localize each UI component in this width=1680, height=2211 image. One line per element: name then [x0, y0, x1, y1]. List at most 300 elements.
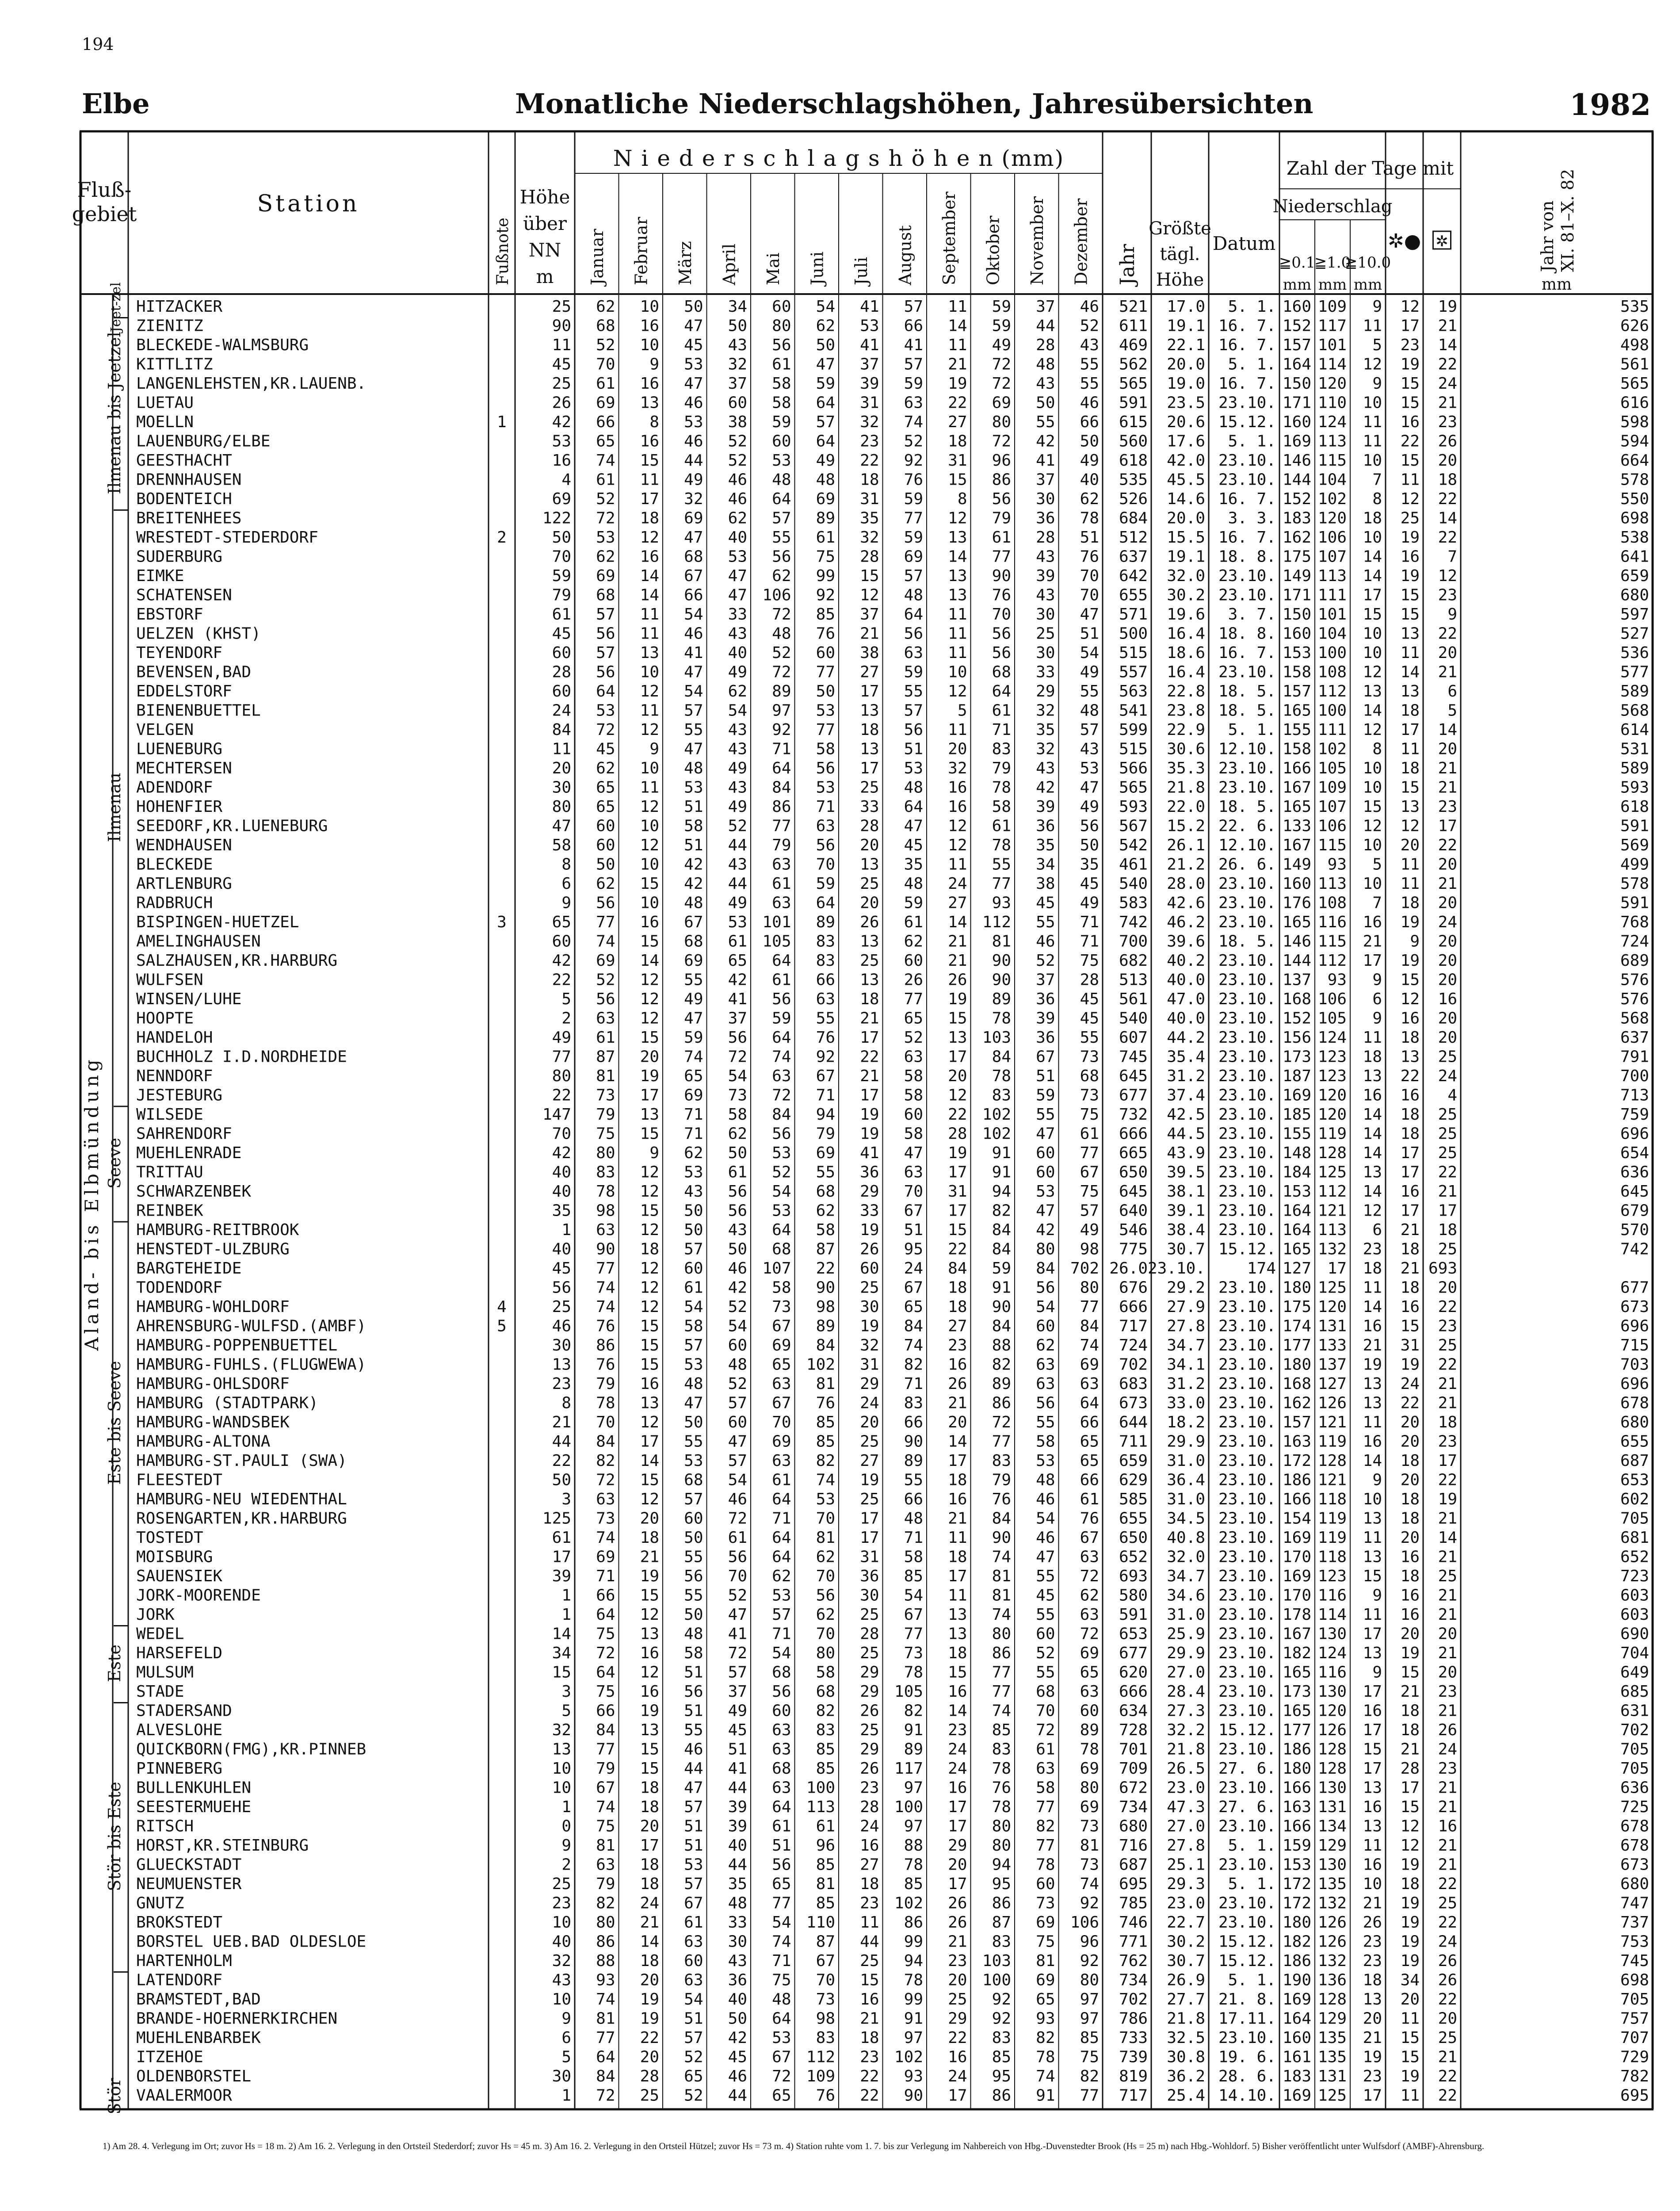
cell-value: 742	[1620, 1240, 1649, 1259]
cell-value: 126	[1317, 1721, 1347, 1739]
station-name: ITZEHOE	[136, 2048, 203, 2066]
cell-value: 20	[948, 1067, 967, 1085]
cell-value: 59	[684, 1029, 703, 1047]
cell-value: 679	[1620, 1201, 1649, 1220]
cell-value: 84	[552, 721, 571, 739]
cell-value: 74	[596, 451, 615, 470]
cell-value: 56	[772, 547, 791, 566]
cell-value: 57	[816, 413, 835, 431]
table-row	[136, 548, 1649, 566]
cell-value: 14	[1363, 1106, 1382, 1124]
cell-value: 76	[596, 1317, 615, 1335]
cell-value: 80	[552, 798, 571, 816]
cell-value: 37	[728, 1683, 747, 1701]
cell-value: 75	[596, 1817, 615, 1836]
table-row	[136, 702, 1649, 720]
cell-value: 21	[1438, 1375, 1457, 1393]
cell-value: 47	[728, 586, 747, 604]
cell-value: 19	[860, 1106, 879, 1124]
cell-value: 684	[1119, 509, 1148, 528]
cell-value: 67	[1036, 1048, 1055, 1066]
cell-value: 112	[982, 913, 1011, 931]
header-label: XI. 81–X. 82	[1558, 168, 1577, 272]
cell-value: 46	[684, 432, 703, 451]
cell-value: 54	[1080, 644, 1099, 662]
cell-value: 18	[860, 721, 879, 739]
cell-value: 23.10.	[1218, 471, 1276, 489]
cell-value: 652	[1620, 1548, 1649, 1566]
cell-value: 109	[1317, 298, 1347, 316]
cell-value: 21.8	[1167, 1740, 1205, 1759]
cell-value: 86	[992, 2086, 1011, 2105]
cell-value: 63	[1080, 1683, 1099, 1701]
table-row	[136, 894, 1649, 912]
cell-value: 27. 6.	[1218, 1798, 1276, 1816]
cell-value: 709	[1119, 1760, 1148, 1778]
cell-value: 515	[1119, 644, 1148, 662]
cell-value: 15	[1400, 1798, 1420, 1816]
cell-value: 23.10.	[1218, 1125, 1276, 1143]
table-row	[136, 1856, 1649, 1874]
cell-value: 59	[904, 663, 923, 681]
cell-value: 18. 8.	[1218, 547, 1276, 566]
cell-value: 16	[1400, 1548, 1420, 1566]
cell-value: 168	[1282, 1375, 1311, 1393]
cell-value: 18	[1400, 1490, 1420, 1508]
cell-value: 23.10.	[1147, 1259, 1205, 1278]
cell-value: 29	[948, 1836, 967, 1855]
cell-value: 15	[948, 1221, 967, 1239]
cell-value: 14	[1438, 509, 1457, 528]
cell-value: 723	[1620, 1567, 1649, 1585]
cell-value: 10	[1363, 1490, 1382, 1508]
cell-value: 22	[1438, 1355, 1457, 1374]
cell-value: 768	[1620, 913, 1649, 931]
cell-value: 636	[1620, 1779, 1649, 1797]
table-row	[136, 1664, 1649, 1682]
cell-value: 61	[728, 1529, 747, 1547]
cell-value: 68	[816, 1182, 835, 1201]
cell-value: 50	[816, 682, 835, 700]
cell-value: 68	[1036, 1683, 1055, 1701]
cell-value: 63	[1080, 1375, 1099, 1393]
cell-value: 30	[860, 1298, 879, 1316]
station-name: HOOPTE	[136, 1009, 194, 1028]
cell-value: 20	[1438, 1625, 1457, 1643]
cell-value: 47	[728, 1606, 747, 1624]
table-row	[136, 2010, 1649, 2028]
cell-value: 23.10.	[1218, 1298, 1276, 1316]
cell-value: 19	[640, 1067, 659, 1085]
cell-value: 23	[1438, 1432, 1457, 1451]
cell-value: 15	[860, 567, 879, 585]
cell-value: 53	[1036, 1452, 1055, 1470]
cell-value: 55	[904, 682, 923, 700]
cell-value: 18	[640, 1798, 659, 1816]
cell-value: 10	[552, 1760, 571, 1778]
header-label: über	[523, 213, 567, 234]
cell-value: 79	[772, 836, 791, 854]
cell-value: 21	[948, 1509, 967, 1528]
cell-value: 91	[904, 2009, 923, 2028]
cell-value: 11	[1400, 740, 1420, 758]
group-label: Stör bis Este	[105, 1782, 124, 1891]
cell-value: 60	[904, 1106, 923, 1124]
cell-value: 49	[728, 663, 747, 681]
cell-value: 10	[1363, 759, 1382, 777]
cell-value: 71	[684, 1106, 703, 1124]
cell-value: 16.4	[1167, 663, 1205, 681]
cell-value: 21	[1438, 1509, 1457, 1528]
cell-value: 37	[860, 605, 879, 624]
cell-value: 12	[640, 1163, 659, 1182]
cell-value: 705	[1620, 1509, 1649, 1528]
table-row	[136, 836, 1649, 854]
cell-value: 173	[1282, 1683, 1311, 1701]
cell-value: 77	[1080, 2086, 1099, 2105]
cell-value: 23.10.	[1218, 778, 1276, 797]
cell-value: 11	[1400, 2086, 1420, 2105]
station-name: WULFSEN	[136, 971, 203, 989]
cell-value: 64	[772, 759, 791, 777]
cell-value: 22	[948, 1106, 967, 1124]
cell-value: 117	[894, 1760, 923, 1778]
cell-value: 25	[1438, 1240, 1457, 1259]
cell-value: 83	[816, 952, 835, 970]
station-name: KITTLITZ	[136, 355, 213, 374]
station-name: QUICKBORN(FMG),KR.PINNEB	[136, 1740, 367, 1759]
cell-value: 14	[1363, 1182, 1382, 1201]
cell-value: 22.9	[1167, 721, 1205, 739]
cell-value: 64	[596, 2048, 615, 2066]
cell-value: 13	[640, 1394, 659, 1412]
cell-value: 61	[684, 1913, 703, 1932]
cell-value: 49	[552, 1029, 571, 1047]
cell-value: 58	[992, 798, 1011, 816]
cell-value: 599	[1119, 721, 1148, 739]
cell-value: 96	[992, 451, 1011, 470]
cell-value: 72	[992, 1413, 1011, 1431]
cell-value: 22	[1438, 1298, 1457, 1316]
cell-value: 32	[1036, 740, 1055, 758]
cell-value: 39	[1036, 567, 1055, 585]
cell-value: 13	[552, 1355, 571, 1374]
cell-value: 72	[596, 721, 615, 739]
cell-value: 12.10.	[1218, 836, 1276, 854]
cell-value: 90	[992, 971, 1011, 989]
cell-value: 61	[992, 701, 1011, 720]
cell-value: 83	[992, 1086, 1011, 1105]
cell-value: 42	[1036, 1221, 1055, 1239]
cell-value: 95	[992, 1875, 1011, 1893]
cell-value: 9	[1372, 1471, 1382, 1489]
cell-value: 580	[1119, 1586, 1148, 1605]
cell-value: 636	[1620, 1163, 1649, 1182]
cell-value: 45	[1080, 990, 1099, 1008]
cell-value: 92	[1080, 1894, 1099, 1913]
cell-value: 36.2	[1167, 2067, 1205, 2085]
cell-value: 78	[992, 778, 1011, 797]
cell-value: 180	[1282, 1355, 1311, 1374]
cell-value: 37	[1036, 971, 1055, 989]
cell-value: 11	[948, 1586, 967, 1605]
cell-value: 10	[640, 759, 659, 777]
cell-value: 12	[1400, 298, 1420, 316]
cell-value: 49	[728, 894, 747, 912]
cell-value: 602	[1620, 1490, 1649, 1508]
cell-value: 121	[1317, 1471, 1347, 1489]
cell-value: 19.0	[1167, 375, 1205, 393]
cell-value: 20.0	[1167, 355, 1205, 374]
cell-value: 69	[772, 1336, 791, 1354]
cell-value: 15.12.	[1218, 1952, 1276, 1970]
cell-value: 113	[1317, 1221, 1347, 1239]
cell-value: 65	[772, 1355, 791, 1374]
cell-value: 19	[1400, 1855, 1420, 1874]
cell-value: 571	[1119, 605, 1148, 624]
cell-value: 15	[948, 1009, 967, 1028]
cell-value: 53	[728, 547, 747, 566]
cell-value: 153	[1282, 644, 1311, 662]
cell-value: 42	[728, 2029, 747, 2047]
cell-value: 23.10.	[1218, 971, 1276, 989]
cell-value: 64	[992, 682, 1011, 700]
cell-value: 51	[1080, 624, 1099, 643]
cell-value: 56	[772, 990, 791, 1008]
cell-value: 16	[1400, 1606, 1420, 1624]
table-row	[136, 1836, 1649, 1855]
cell-value: 13	[948, 567, 967, 585]
cell-value: 16. 7.	[1218, 317, 1276, 335]
cell-value: 77	[596, 2029, 615, 2047]
cell-value: 34	[1036, 855, 1055, 874]
cell-value: 1	[561, 2086, 571, 2105]
cell-value: 69	[1080, 1760, 1099, 1778]
cell-value: 128	[1317, 1990, 1347, 2008]
cell-value: 60	[728, 1336, 747, 1354]
cell-value: 73	[596, 1509, 615, 1528]
cell-value: 165	[1282, 1240, 1311, 1259]
cell-value: 72	[1080, 1625, 1099, 1643]
header-label: Höhe	[1156, 270, 1204, 290]
cell-value: 50	[728, 317, 747, 335]
cell-value: 7	[1372, 471, 1382, 489]
cell-value: 83	[992, 1452, 1011, 1470]
cell-value: 51	[684, 1702, 703, 1720]
header-label: Dezember	[1071, 198, 1091, 285]
cell-value: 131	[1317, 1317, 1347, 1335]
cell-value: 50	[552, 528, 571, 547]
cell-value: 717	[1119, 1317, 1148, 1335]
cell-value: 61	[1036, 1740, 1055, 1759]
cell-value: 23.10.	[1218, 1413, 1276, 1431]
cell-value: 59	[772, 413, 791, 431]
cell-value: 747	[1620, 1894, 1649, 1913]
cell-value: 172	[1282, 1875, 1311, 1893]
cell-value: 13	[948, 1606, 967, 1624]
cell-value: 64	[772, 952, 791, 970]
cell-value: 110	[806, 1913, 835, 1932]
cell-value: 69	[1080, 1798, 1099, 1816]
cell-value: 62	[1036, 1336, 1055, 1354]
header-label: Zahl der Tage mit	[1286, 157, 1454, 179]
table-row	[136, 682, 1649, 700]
station-name: FLEESTEDT	[136, 1471, 223, 1489]
cell-value: 71	[772, 740, 791, 758]
cell-value: 47	[1080, 778, 1099, 797]
cell-value: 94	[904, 1952, 923, 1970]
cell-value: 14	[1363, 1452, 1382, 1470]
cell-value: 106	[1317, 990, 1347, 1008]
cell-value: 713	[1620, 1086, 1649, 1105]
cell-value: 144	[1282, 471, 1311, 489]
cell-value: 61	[772, 971, 791, 989]
cell-value: 63	[1080, 1548, 1099, 1566]
cell-value: 45	[552, 1259, 571, 1278]
cell-value: 8	[561, 855, 571, 874]
cell-value: 562	[1119, 355, 1148, 374]
cell-value: 53	[552, 432, 571, 451]
cell-value: 45	[552, 355, 571, 374]
cell-value: 53	[684, 355, 703, 374]
cell-value: 20	[640, 1817, 659, 1836]
cell-value: 17	[948, 1798, 967, 1816]
cell-value: 119	[1317, 1529, 1347, 1547]
cell-value: 23.10.	[1218, 1702, 1276, 1720]
cell-value: 14	[552, 1625, 571, 1643]
cell-value: 640	[1119, 1201, 1148, 1220]
cell-value: 23	[552, 1894, 571, 1913]
table-row	[136, 1182, 1649, 1201]
cell-value: 59	[992, 298, 1011, 316]
cell-value: 54	[684, 1990, 703, 2008]
cell-value: 21	[1438, 759, 1457, 777]
cell-value: 83	[992, 740, 1011, 758]
cell-value: 23.10.	[1218, 759, 1276, 777]
cell-value: 56	[728, 1182, 747, 1201]
cell-value: 52	[1036, 1644, 1055, 1662]
cell-value: 698	[1620, 509, 1649, 528]
cell-value: 4	[1447, 1086, 1457, 1105]
cell-value: 20	[948, 1855, 967, 1874]
cell-value: 41	[684, 644, 703, 662]
cell-value: 15	[640, 451, 659, 470]
cell-value: 25.1	[1167, 1855, 1205, 1874]
cell-value: 680	[1620, 1875, 1649, 1893]
cell-value: 30	[552, 1336, 571, 1354]
table-row	[136, 1375, 1649, 1393]
cell-value: 499	[1620, 855, 1649, 874]
cell-value: 63	[1036, 1355, 1055, 1374]
cell-value: 23	[948, 1336, 967, 1354]
cell-value: 80	[816, 1644, 835, 1662]
cell-value: 12	[1363, 355, 1382, 374]
cell-value: 77	[596, 913, 615, 931]
cell-value: 20	[1400, 836, 1420, 854]
cell-value: 165	[1282, 1702, 1311, 1720]
cell-value: 186	[1282, 1471, 1311, 1489]
cell-value: 92	[992, 1990, 1011, 2008]
cell-value: 26	[1363, 1913, 1382, 1932]
cell-value: 52	[684, 2086, 703, 2105]
cell-value: 20	[640, 2048, 659, 2066]
cell-value: 70	[992, 605, 1011, 624]
cell-value: 17	[1400, 1201, 1420, 1220]
cell-value: 84	[596, 1432, 615, 1451]
cell-value: 52	[596, 971, 615, 989]
cell-value: 69	[552, 490, 571, 508]
cell-value: 53	[1036, 1182, 1055, 1201]
cell-value: 61	[992, 528, 1011, 547]
cell-value: 19	[1400, 567, 1420, 585]
cell-value: 578	[1620, 471, 1649, 489]
cell-value: 51	[772, 1836, 791, 1855]
cell-value: 19	[1400, 528, 1420, 547]
cell-value: 60	[684, 1509, 703, 1528]
cell-value: 85	[904, 1567, 923, 1585]
cell-value: 540	[1119, 875, 1148, 893]
cell-value: 591	[1620, 894, 1649, 912]
cell-value: 57	[684, 701, 703, 720]
cell-value: 19	[860, 1221, 879, 1239]
cell-value: 58	[684, 817, 703, 835]
cell-value: 112	[1317, 1182, 1347, 1201]
cell-value: 9	[1410, 932, 1420, 951]
cell-value: 70	[816, 1567, 835, 1585]
cell-value: 21	[948, 355, 967, 374]
cell-value: 116	[1317, 1663, 1347, 1682]
table-row	[136, 1702, 1649, 1720]
cell-value: 18	[640, 1529, 659, 1547]
cell-value: 25	[552, 298, 571, 316]
cell-value: 14	[1363, 1125, 1382, 1143]
cell-value: 46	[728, 1259, 747, 1278]
cell-value: 43	[728, 336, 747, 354]
cell-value: 67	[772, 2048, 791, 2066]
cell-value: 71	[816, 1086, 835, 1105]
cell-value: 30.7	[1167, 1952, 1205, 1970]
cell-value: 15	[948, 471, 967, 489]
table-row	[136, 1567, 1649, 1585]
cell-value: 18	[948, 1471, 967, 1489]
cell-value: 14	[948, 547, 967, 566]
cell-value: 26.1	[1167, 836, 1205, 854]
cell-value: 35	[1036, 721, 1055, 739]
cell-value: 17	[860, 1509, 879, 1528]
cell-value: 87	[596, 1048, 615, 1066]
cell-value: 46	[728, 471, 747, 489]
cell-value: 11	[1363, 1413, 1382, 1431]
cell-value: 753	[1620, 1932, 1649, 1951]
cell-value: 733	[1119, 2029, 1148, 2047]
cell-value: 77	[596, 1740, 615, 1759]
cell-value: 16	[948, 2048, 967, 2066]
cell-value: 33	[728, 1913, 747, 1932]
cell-value: 125	[542, 1509, 571, 1528]
table-row	[136, 1490, 1649, 1508]
cell-value: 35.3	[1167, 759, 1205, 777]
cell-value: 681	[1620, 1529, 1649, 1547]
cell-value: 43	[1036, 375, 1055, 393]
cell-value: 16	[552, 451, 571, 470]
cell-value: 11	[1400, 471, 1420, 489]
cell-value: 12	[948, 817, 967, 835]
cell-value: 17	[1363, 2086, 1382, 2105]
cell-value: 30.2	[1167, 586, 1205, 604]
cell-value: 20	[552, 759, 571, 777]
cell-value: 67	[816, 1952, 835, 1970]
cell-value: 167	[1282, 1625, 1311, 1643]
